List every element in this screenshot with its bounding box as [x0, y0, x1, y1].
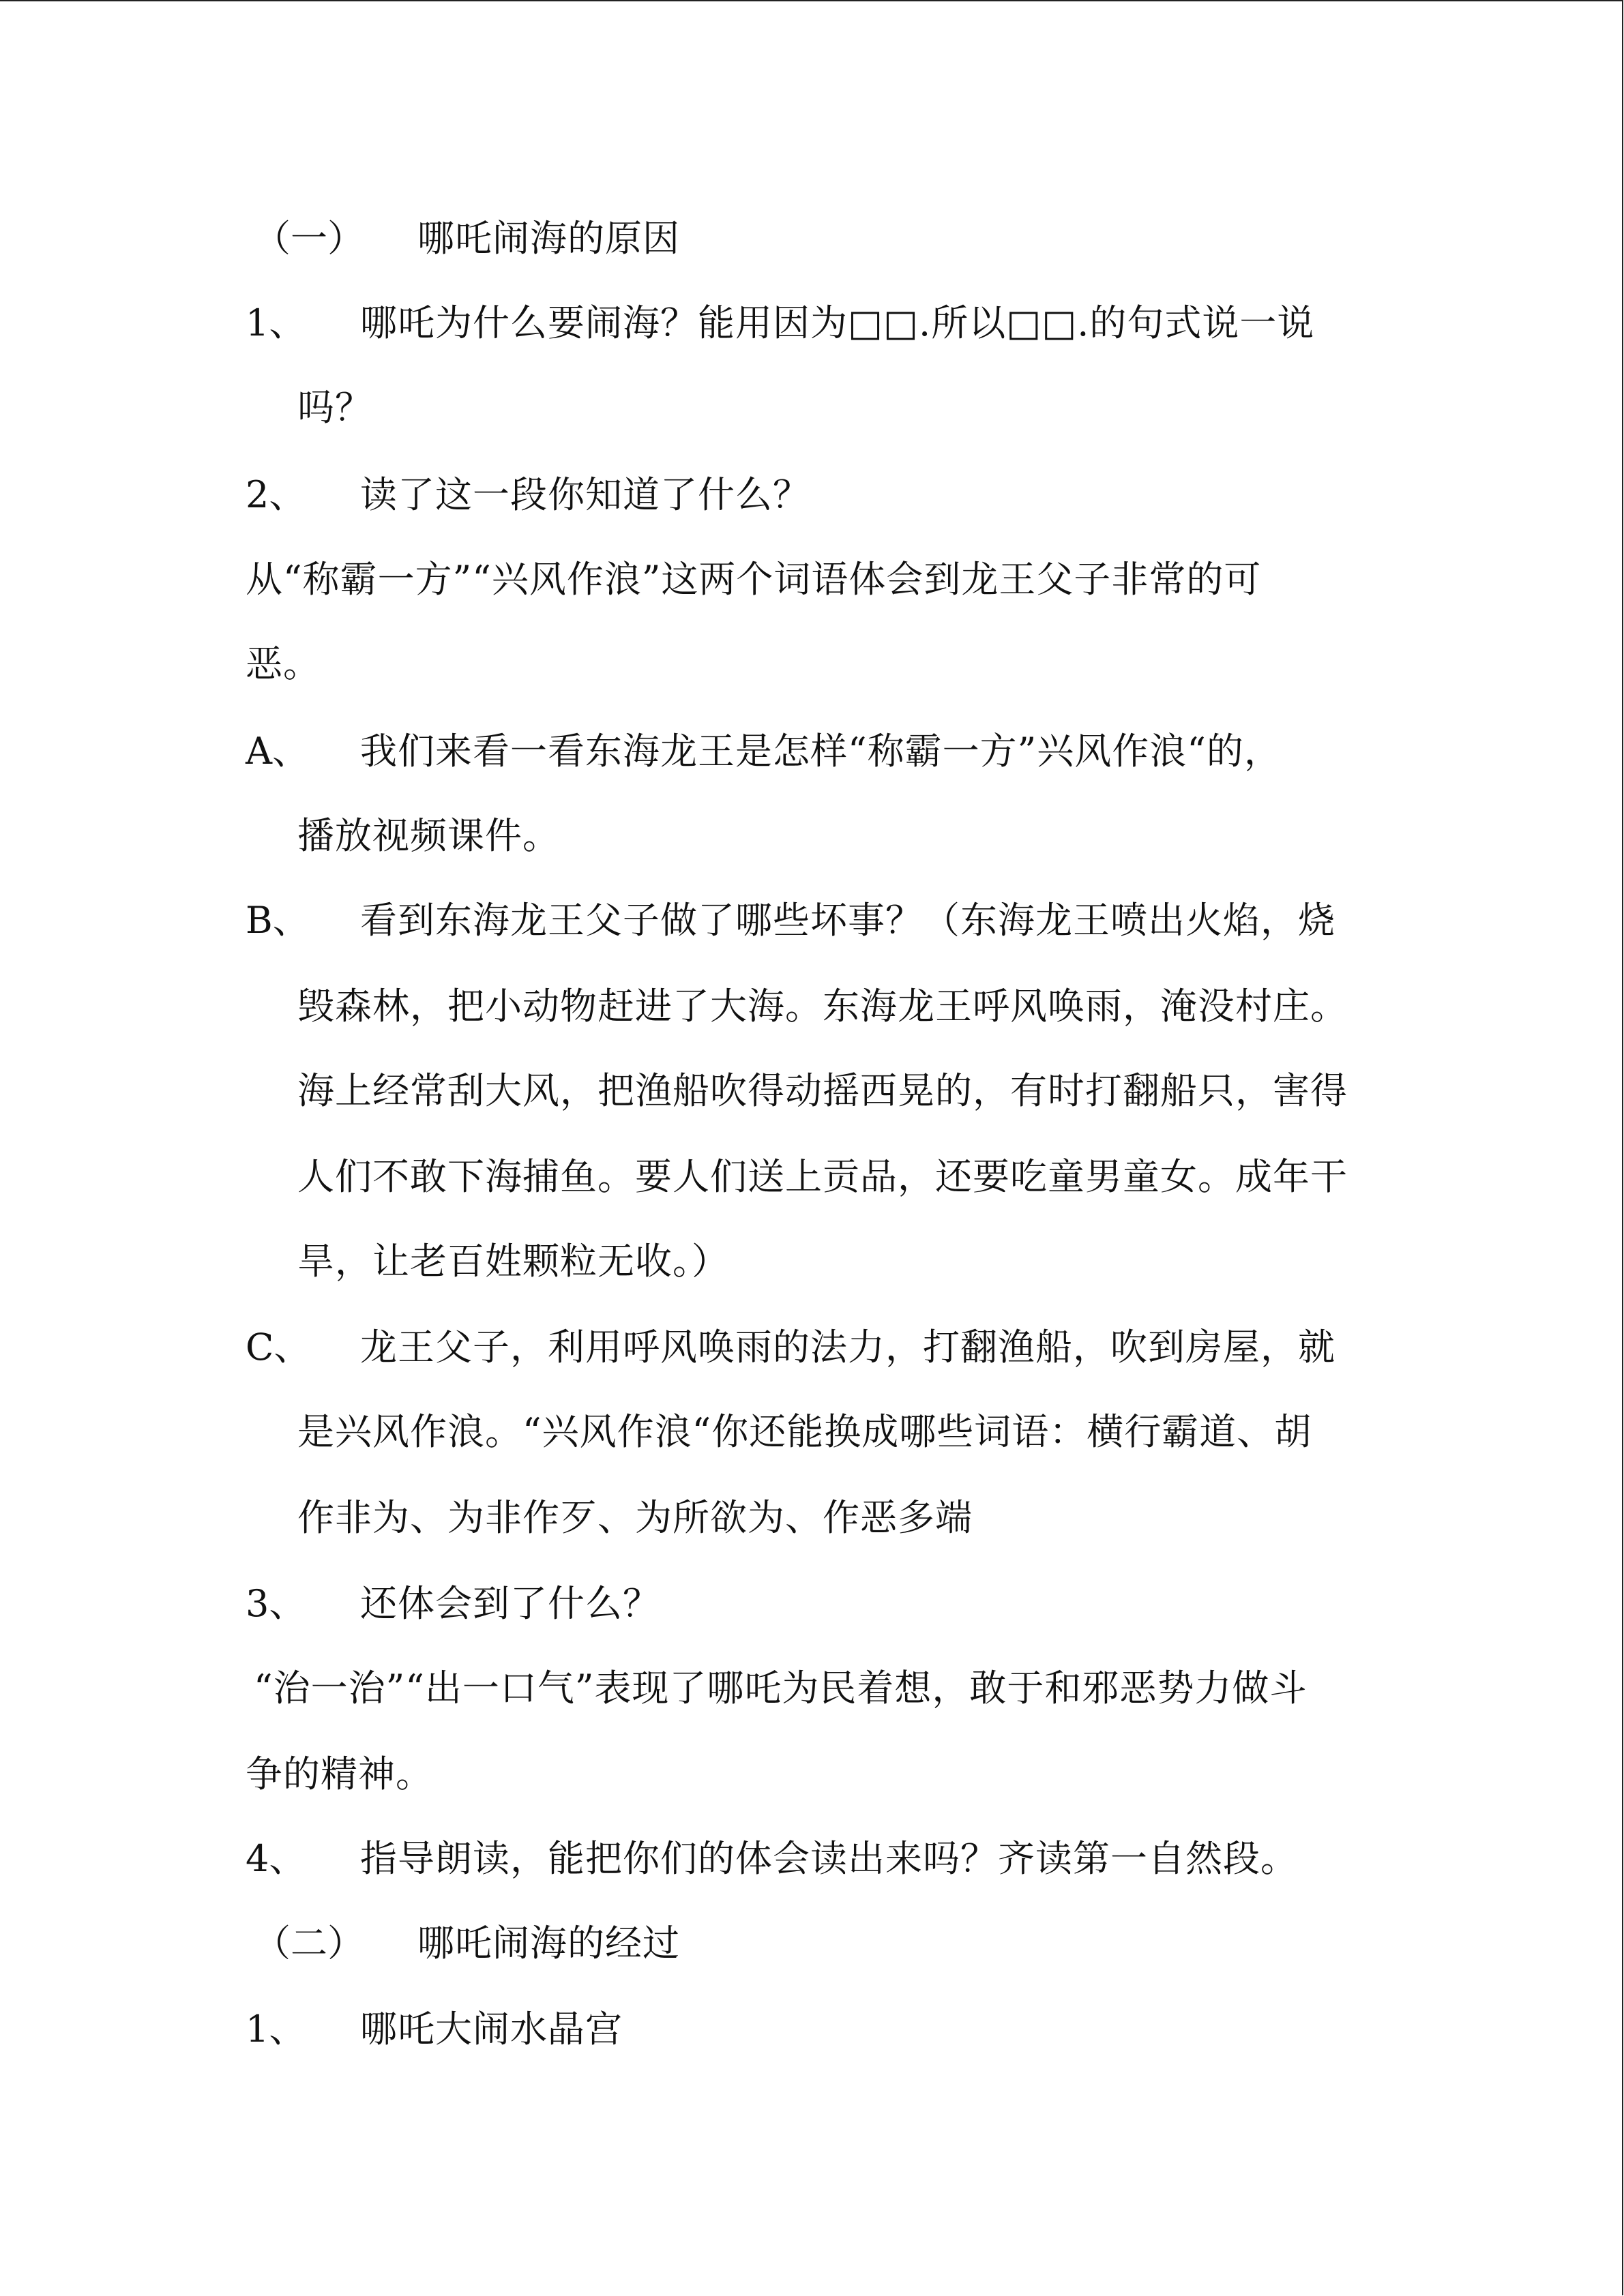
list-marker: 3、 [246, 1582, 306, 1625]
list-marker: 2、 [246, 473, 306, 516]
list-item-text: 看到东海龙王父子做了哪些坏事？（东海龙王喷出火焰，烧 [360, 899, 1335, 942]
list-item-text: 指导朗读，能把你们的体会读出来吗？齐读第一自然段。 [360, 1837, 1298, 1880]
section-title: 哪吒闹海的原因 [417, 217, 680, 260]
list-marker: B、 [246, 899, 310, 942]
section-title: 哪吒闹海的经过 [417, 1922, 680, 1965]
list-item-text: 龙王父子，利用呼风唤雨的法力，打翻渔船，吹到房屋，就 [360, 1326, 1335, 1369]
list-item-text-cont: 毁森林，把小动物赶进了大海。东海龙王呼风唤雨，淹没村庄。 [297, 985, 1348, 1028]
list-item-text: 哪吒为什么要闹海？能用因为□□.所以□□.的句式说一说 [360, 301, 1315, 344]
list-item-text-cont: 人们不敢下海捕鱼。要人们送上贡品，还要吃童男童女。成年干 [297, 1155, 1348, 1198]
list-item-text-cont: 作非为、为非作歹、为所欲为、作恶多端 [297, 1496, 973, 1539]
list-item-text-cont: 旱，让老百姓颗粒无收。） [297, 1240, 729, 1283]
list-item-text-cont: 是兴风作浪。“兴风作浪“你还能换成哪些词语：横行霸道、胡 [297, 1410, 1312, 1453]
paragraph-line: 争的精神。 [246, 1753, 433, 1795]
list-item-text: 读了这一段你知道了什么？ [360, 473, 810, 516]
paragraph-line: “治一治”“出一口气”表现了哪吒为民着想，敢于和邪恶势力做斗 [254, 1667, 1308, 1710]
list-item-text-cont: 播放视频课件。 [297, 814, 560, 857]
list-item-text: 我们来看一看东海龙王是怎样“称霸一方”兴风作浪“的， [360, 730, 1282, 773]
list-marker: 1、 [246, 301, 306, 344]
list-marker: 4、 [246, 1837, 306, 1880]
list-item-text-cont: 海上经常刮大风，把渔船吹得动摇西晃的，有时打翻船只，害得 [297, 1069, 1348, 1112]
list-item-text: 还体会到了什么？ [360, 1582, 660, 1625]
paragraph-line: 从“称霸一方”“兴风作浪”这两个词语体会到龙王父子非常的可 [246, 558, 1262, 601]
list-marker: A、 [246, 730, 309, 773]
list-marker: C、 [246, 1326, 311, 1369]
list-item-text: 哪吒大闹水晶宫 [360, 2008, 623, 2051]
section-marker: （一） [254, 217, 364, 260]
list-marker: 1、 [246, 2008, 306, 2051]
paragraph-line: 恶。 [246, 642, 321, 685]
list-item-text-cont: 吗？ [297, 386, 372, 429]
section-marker: （二） [254, 1922, 364, 1965]
